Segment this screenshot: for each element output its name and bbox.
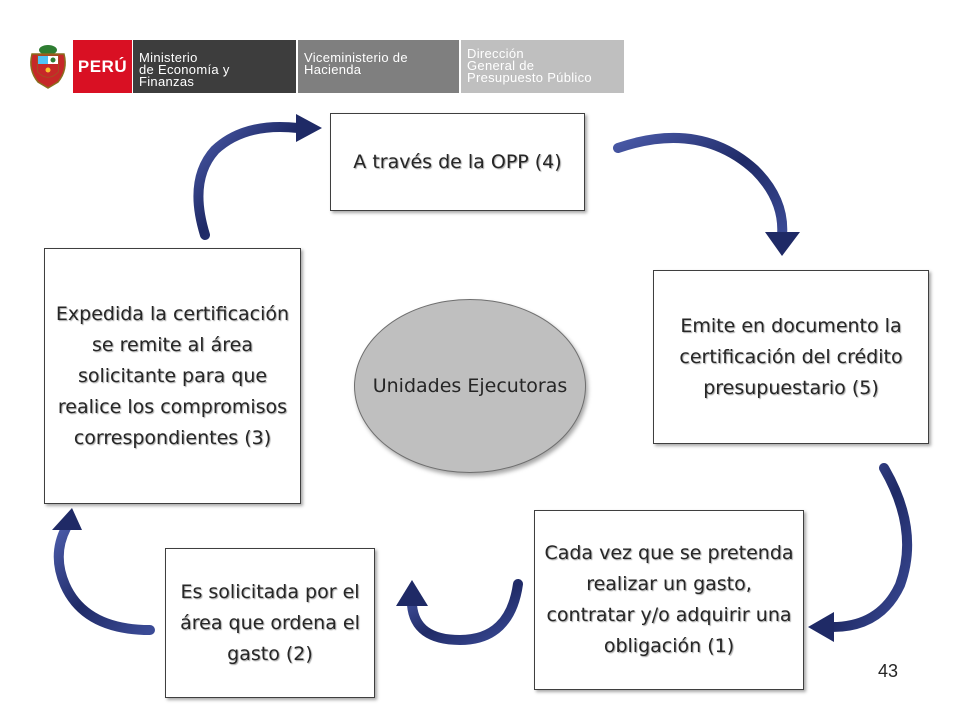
step-emite-box: [653, 270, 929, 444]
ministerio-text: Ministerio de Economía y Finanzas: [139, 52, 230, 89]
arrow-cada-to-solicitada: [396, 580, 518, 640]
viceministerio-text: Viceministerio de Hacienda: [304, 52, 408, 77]
arrow-emite-to-cada: [808, 468, 907, 642]
page-number: 43: [878, 661, 899, 681]
step-emite-text: Emite en documento la certificación del crédito presupuestario (5): [679, 314, 903, 399]
direccion-text: Dirección General de Presupuesto Público: [467, 48, 592, 85]
step-solicitada-text: Es solicitada por el área que ordena el gasto (2): [180, 580, 360, 665]
peru-text: PERÚ: [77, 56, 128, 76]
arrow-solicitada-to-expedida: [52, 508, 150, 630]
step-opp-text: A través de la OPP (4): [353, 150, 562, 173]
step-expedida-box: [44, 248, 301, 504]
arrow-expedida-to-opp: [198, 114, 322, 235]
step-expedida-text: Expedida la certificación se remite al área solicitante para que realice los compromisos correspondientes (3): [55, 302, 290, 449]
center-ellipse: [354, 299, 586, 473]
step-opp-box: [330, 113, 585, 211]
step-cada-box: [534, 510, 804, 690]
arrow-opp-to-emite: [618, 138, 800, 256]
center-text: Unidades Ejecutoras: [372, 375, 568, 397]
step-cada-text: Cada vez que se pretenda realizar un gasto, contratar y/o adquirir una obligación (1): [544, 542, 794, 657]
step-solicitada-box: [165, 548, 375, 698]
